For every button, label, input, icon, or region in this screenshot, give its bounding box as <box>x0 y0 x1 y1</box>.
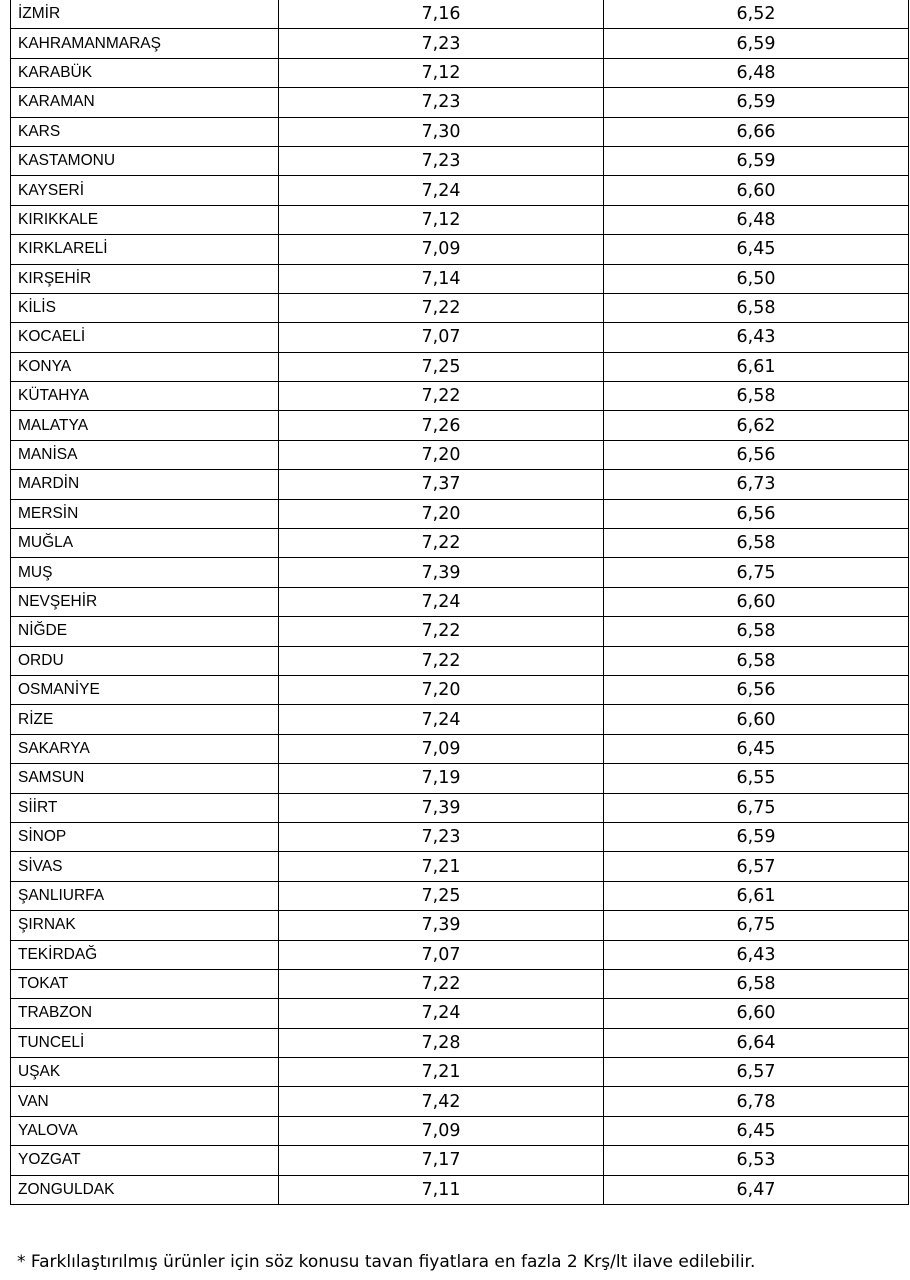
table-row <box>11 88 909 117</box>
footnote: * Farklılaştırılmış ürünler için söz konusu tavan fiyatlara en fazla 2 Krş/lt ilave edilebilir. <box>17 1252 756 1272</box>
price-cell-column-2: 6,56 <box>604 499 909 528</box>
city-name-cell: MANİSA <box>11 440 279 469</box>
city-name-cell: SİVAS <box>11 852 279 881</box>
price-cell-column-2: 6,78 <box>604 1087 909 1116</box>
price-cell-column-1: 7,09 <box>279 1116 604 1145</box>
price-cell-column-2: 6,53 <box>604 1146 909 1175</box>
table-row <box>11 793 909 822</box>
price-cell-column-1: 7,26 <box>279 411 604 440</box>
city-name-cell: KARABÜK <box>11 58 279 87</box>
price-cell-column-1: 7,28 <box>279 1028 604 1057</box>
price-cell-column-1: 7,24 <box>279 705 604 734</box>
city-name-cell: MALATYA <box>11 411 279 440</box>
table-row <box>11 470 909 499</box>
city-name-cell: SAKARYA <box>11 734 279 763</box>
city-name-cell: SİNOP <box>11 822 279 851</box>
price-cell-column-1: 7,39 <box>279 911 604 940</box>
city-name-cell: İZMİR <box>11 0 279 29</box>
table-row <box>11 1087 909 1116</box>
price-cell-column-1: 7,20 <box>279 440 604 469</box>
price-cell-column-1: 7,22 <box>279 617 604 646</box>
price-cell-column-1: 7,09 <box>279 235 604 264</box>
city-name-cell: TOKAT <box>11 969 279 998</box>
table-row <box>11 440 909 469</box>
price-cell-column-2: 6,59 <box>604 29 909 58</box>
table-row <box>11 499 909 528</box>
city-name-cell: KONYA <box>11 352 279 381</box>
city-name-cell: YALOVA <box>11 1116 279 1145</box>
price-cell-column-2: 6,57 <box>604 852 909 881</box>
price-cell-column-2: 6,59 <box>604 88 909 117</box>
table-row <box>11 1116 909 1145</box>
price-cell-column-1: 7,39 <box>279 793 604 822</box>
table-row <box>11 969 909 998</box>
table-row <box>11 1146 909 1175</box>
price-cell-column-2: 6,75 <box>604 558 909 587</box>
table-row <box>11 617 909 646</box>
price-cell-column-1: 7,14 <box>279 264 604 293</box>
table-row <box>11 911 909 940</box>
city-name-cell: KAYSERİ <box>11 176 279 205</box>
city-name-cell: KOCAELİ <box>11 323 279 352</box>
table-row <box>11 558 909 587</box>
price-cell-column-1: 7,20 <box>279 499 604 528</box>
price-cell-column-2: 6,60 <box>604 999 909 1028</box>
city-name-cell: ZONGULDAK <box>11 1175 279 1204</box>
price-cell-column-2: 6,75 <box>604 911 909 940</box>
price-cell-column-1: 7,25 <box>279 352 604 381</box>
price-cell-column-2: 6,52 <box>604 0 909 29</box>
table-row <box>11 264 909 293</box>
price-cell-column-1: 7,23 <box>279 29 604 58</box>
price-cell-column-2: 6,48 <box>604 205 909 234</box>
price-cell-column-1: 7,22 <box>279 529 604 558</box>
city-name-cell: TUNCELİ <box>11 1028 279 1057</box>
price-cell-column-2: 6,50 <box>604 264 909 293</box>
price-table-body <box>11 0 909 1205</box>
table-row <box>11 235 909 264</box>
price-cell-column-1: 7,22 <box>279 382 604 411</box>
price-cell-column-1: 7,25 <box>279 881 604 910</box>
price-cell-column-1: 7,42 <box>279 1087 604 1116</box>
price-cell-column-2: 6,57 <box>604 1058 909 1087</box>
table-row <box>11 764 909 793</box>
price-cell-column-2: 6,61 <box>604 881 909 910</box>
price-cell-column-1: 7,30 <box>279 117 604 146</box>
price-cell-column-2: 6,59 <box>604 146 909 175</box>
price-cell-column-1: 7,37 <box>279 470 604 499</box>
city-name-cell: KÜTAHYA <box>11 382 279 411</box>
price-cell-column-1: 7,24 <box>279 587 604 616</box>
price-cell-column-2: 6,62 <box>604 411 909 440</box>
table-row <box>11 734 909 763</box>
city-name-cell: TEKİRDAĞ <box>11 940 279 969</box>
table-row <box>11 999 909 1028</box>
table-row <box>11 411 909 440</box>
price-cell-column-2: 6,58 <box>604 529 909 558</box>
city-name-cell: KASTAMONU <box>11 146 279 175</box>
price-cell-column-1: 7,07 <box>279 323 604 352</box>
table-row <box>11 646 909 675</box>
table-row <box>11 587 909 616</box>
price-cell-column-1: 7,23 <box>279 146 604 175</box>
city-name-cell: KIRKLARELİ <box>11 235 279 264</box>
price-cell-column-1: 7,24 <box>279 176 604 205</box>
price-cell-column-2: 6,45 <box>604 1116 909 1145</box>
price-cell-column-1: 7,12 <box>279 58 604 87</box>
city-name-cell: KARAMAN <box>11 88 279 117</box>
price-cell-column-2: 6,58 <box>604 382 909 411</box>
price-cell-column-2: 6,61 <box>604 352 909 381</box>
city-name-cell: MUŞ <box>11 558 279 587</box>
table-row <box>11 205 909 234</box>
table-row <box>11 352 909 381</box>
price-cell-column-2: 6,59 <box>604 822 909 851</box>
price-cell-column-2: 6,60 <box>604 176 909 205</box>
price-cell-column-1: 7,17 <box>279 1146 604 1175</box>
price-cell-column-2: 6,60 <box>604 587 909 616</box>
table-row <box>11 323 909 352</box>
price-cell-column-1: 7,19 <box>279 764 604 793</box>
table-row <box>11 293 909 322</box>
table-row <box>11 1028 909 1057</box>
price-cell-column-1: 7,11 <box>279 1175 604 1204</box>
price-cell-column-1: 7,24 <box>279 999 604 1028</box>
price-cell-column-1: 7,21 <box>279 852 604 881</box>
price-cell-column-1: 7,07 <box>279 940 604 969</box>
table-row <box>11 852 909 881</box>
city-name-cell: NİĞDE <box>11 617 279 646</box>
table-row <box>11 529 909 558</box>
table-row <box>11 1058 909 1087</box>
price-cell-column-1: 7,39 <box>279 558 604 587</box>
price-cell-column-2: 6,56 <box>604 440 909 469</box>
price-cell-column-2: 6,58 <box>604 617 909 646</box>
table-row <box>11 0 909 29</box>
price-cell-column-2: 6,75 <box>604 793 909 822</box>
table-row <box>11 822 909 851</box>
price-cell-column-2: 6,45 <box>604 734 909 763</box>
city-name-cell: KIRIKKALE <box>11 205 279 234</box>
price-cell-column-2: 6,73 <box>604 470 909 499</box>
price-cell-column-2: 6,48 <box>604 58 909 87</box>
city-name-cell: KİLİS <box>11 293 279 322</box>
price-cell-column-1: 7,22 <box>279 969 604 998</box>
price-cell-column-1: 7,20 <box>279 675 604 704</box>
price-cell-column-2: 6,45 <box>604 235 909 264</box>
price-cell-column-1: 7,09 <box>279 734 604 763</box>
city-name-cell: ORDU <box>11 646 279 675</box>
price-table <box>10 0 909 1205</box>
city-name-cell: KIRŞEHİR <box>11 264 279 293</box>
city-name-cell: MERSİN <box>11 499 279 528</box>
city-name-cell: VAN <box>11 1087 279 1116</box>
price-cell-column-2: 6,58 <box>604 293 909 322</box>
table-row <box>11 382 909 411</box>
price-cell-column-1: 7,22 <box>279 293 604 322</box>
table-row <box>11 29 909 58</box>
price-cell-column-2: 6,58 <box>604 969 909 998</box>
price-cell-column-2: 6,47 <box>604 1175 909 1204</box>
table-row <box>11 940 909 969</box>
price-cell-column-2: 6,60 <box>604 705 909 734</box>
price-cell-column-2: 6,55 <box>604 764 909 793</box>
table-row <box>11 881 909 910</box>
price-cell-column-1: 7,21 <box>279 1058 604 1087</box>
price-cell-column-2: 6,56 <box>604 675 909 704</box>
city-name-cell: UŞAK <box>11 1058 279 1087</box>
price-cell-column-1: 7,16 <box>279 0 604 29</box>
price-cell-column-1: 7,23 <box>279 822 604 851</box>
city-name-cell: RİZE <box>11 705 279 734</box>
city-name-cell: SİİRT <box>11 793 279 822</box>
city-name-cell: ŞANLIURFA <box>11 881 279 910</box>
city-name-cell: KARS <box>11 117 279 146</box>
price-cell-column-2: 6,64 <box>604 1028 909 1057</box>
table-row <box>11 675 909 704</box>
table-row <box>11 146 909 175</box>
city-name-cell: MUĞLA <box>11 529 279 558</box>
table-row <box>11 176 909 205</box>
price-cell-column-1: 7,22 <box>279 646 604 675</box>
city-name-cell: OSMANİYE <box>11 675 279 704</box>
table-row <box>11 58 909 87</box>
price-cell-column-2: 6,43 <box>604 940 909 969</box>
city-name-cell: YOZGAT <box>11 1146 279 1175</box>
city-name-cell: ŞIRNAK <box>11 911 279 940</box>
price-cell-column-2: 6,66 <box>604 117 909 146</box>
city-name-cell: KAHRAMANMARAŞ <box>11 29 279 58</box>
price-cell-column-2: 6,58 <box>604 646 909 675</box>
city-name-cell: NEVŞEHİR <box>11 587 279 616</box>
table-row <box>11 705 909 734</box>
city-name-cell: SAMSUN <box>11 764 279 793</box>
price-cell-column-1: 7,12 <box>279 205 604 234</box>
price-cell-column-1: 7,23 <box>279 88 604 117</box>
price-cell-column-2: 6,43 <box>604 323 909 352</box>
table-row <box>11 117 909 146</box>
city-name-cell: TRABZON <box>11 999 279 1028</box>
city-name-cell: MARDİN <box>11 470 279 499</box>
table-row <box>11 1175 909 1204</box>
